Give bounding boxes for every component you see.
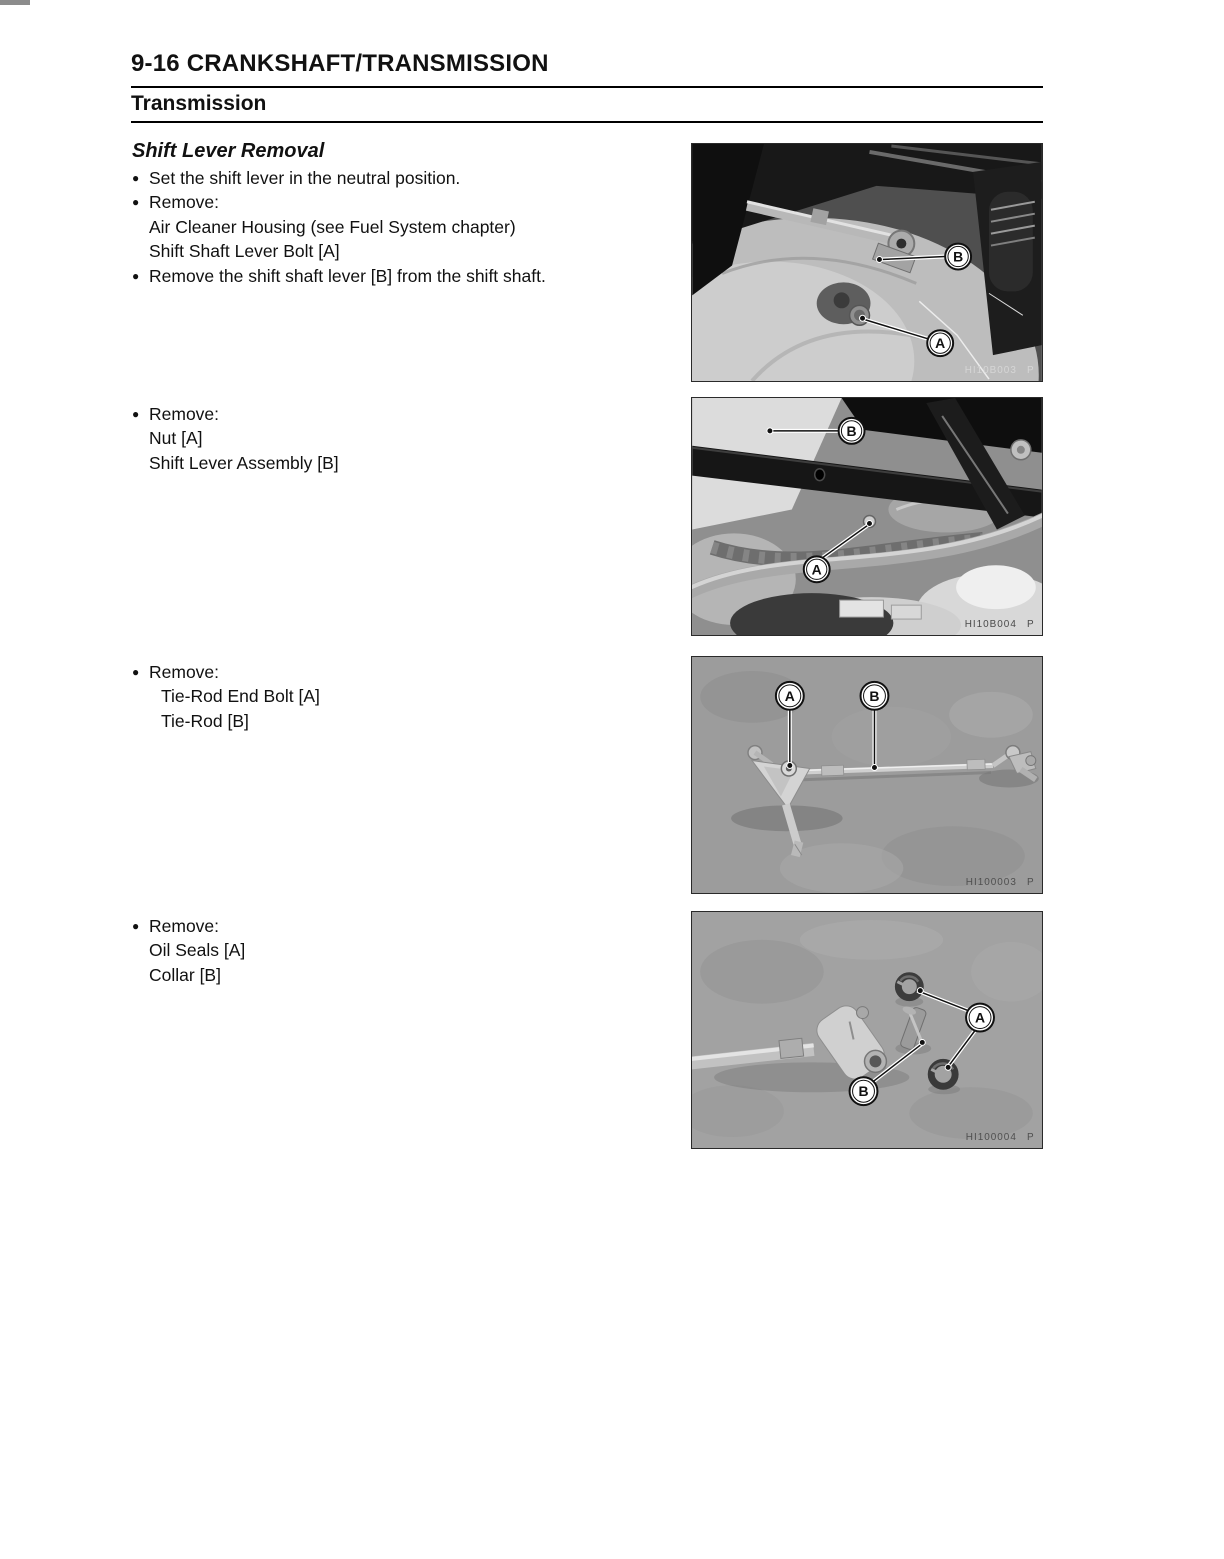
photo-shift-shaft-lever	[691, 143, 1043, 382]
procedure-block-1	[132, 166, 677, 288]
item-text: Tie-Rod End Bolt [A]	[161, 686, 320, 707]
procedure-item	[132, 239, 677, 263]
procedure-step	[132, 264, 677, 288]
callout-a-letter: A	[974, 1009, 986, 1026]
step-text: Set the shift lever in the neutral position.	[149, 168, 461, 188]
bullet-icon: ●	[132, 171, 140, 185]
procedure-item	[132, 684, 677, 708]
photo-code-suffix: P	[1026, 619, 1035, 631]
procedure-step	[132, 660, 677, 684]
photo-tie-rod	[691, 656, 1043, 894]
photo-code-suffix: P	[1026, 1132, 1035, 1144]
procedure-item	[132, 451, 677, 475]
photo-4-illustration	[692, 912, 1042, 1148]
procedure-step	[132, 914, 677, 938]
item-text: Collar [B]	[149, 964, 221, 985]
callout-b-letter: B	[953, 248, 964, 265]
procedure-step	[132, 402, 677, 426]
photo-code-suffix: P	[1026, 365, 1035, 377]
procedure-block-4	[132, 914, 677, 987]
item-text: Oil Seals [A]	[149, 940, 246, 961]
procedure-step	[132, 166, 677, 190]
procedure-title: Shift Lever Removal	[132, 140, 325, 162]
step-text: Remove:	[149, 192, 220, 213]
callout-a-letter: A	[935, 335, 946, 352]
photo-1-illustration	[692, 144, 1042, 381]
callout-a-letter: A	[784, 687, 795, 704]
photo-code: HI10B004	[964, 619, 1017, 631]
item-text: Nut [A]	[149, 428, 203, 449]
step-text: Remove:	[149, 916, 220, 936]
bullet-icon: ●	[132, 195, 140, 210]
chapter-header: 9-16 CRANKSHAFT/TRANSMISSION	[131, 50, 549, 77]
section-header: Transmission	[131, 92, 267, 115]
item-text: Shift Shaft Lever Bolt [A]	[149, 241, 340, 262]
photo-code: HI10B003	[964, 365, 1017, 377]
callout-b-letter: B	[869, 687, 880, 704]
item-text: Tie-Rod [B]	[161, 710, 249, 731]
item-text: Shift Lever Assembly [B]	[149, 452, 339, 473]
photo-3-illustration	[692, 657, 1042, 893]
photo-code-suffix: P	[1026, 877, 1035, 889]
callout-a-letter: A	[811, 561, 822, 578]
step-text: Remove the shift shaft lever [B] from the shift shaft.	[149, 265, 546, 286]
procedure-block-3	[132, 660, 677, 733]
procedure-item	[132, 938, 677, 962]
photo-code: HI100004	[965, 1132, 1017, 1144]
procedure-step	[132, 190, 677, 214]
step-text: Remove:	[149, 404, 220, 424]
photo-shift-lever-assembly	[691, 397, 1043, 636]
header-rule	[131, 86, 1043, 88]
procedure-item	[132, 963, 677, 987]
item-text: Air Cleaner Housing (see Fuel System chapter)	[149, 216, 516, 237]
procedure-item	[132, 426, 677, 450]
callout-b-letter: B	[846, 422, 857, 439]
photo-oil-seals-collar	[691, 911, 1043, 1149]
bullet-icon: ●	[132, 919, 140, 933]
bullet-icon: ●	[132, 407, 140, 421]
procedure-item	[132, 215, 677, 239]
procedure-block-2	[132, 402, 677, 475]
callout-b-letter: B	[858, 1083, 869, 1100]
bullet-icon: ●	[132, 665, 140, 679]
step-text: Remove:	[149, 662, 220, 682]
bullet-icon: ●	[132, 268, 140, 283]
procedure-item	[132, 709, 677, 733]
section-rule	[131, 121, 1043, 123]
scan-artifact	[0, 0, 30, 5]
photo-2-illustration	[692, 398, 1042, 635]
photo-code: HI100003	[965, 877, 1017, 889]
